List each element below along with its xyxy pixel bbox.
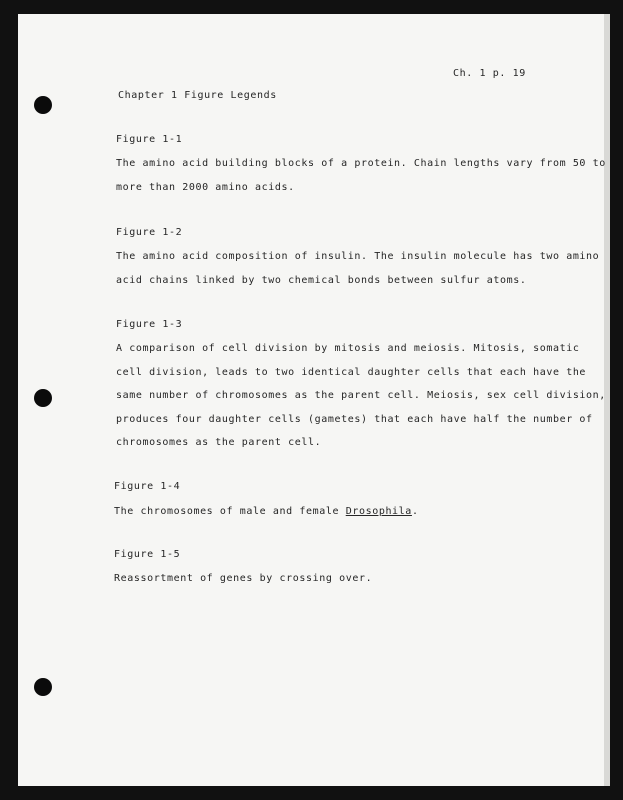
legend-line: The amino acid composition of insulin. The insulin molecule has two amino (116, 251, 600, 262)
legend-line: same number of chromosomes as the parent cell. Meiosis, sex cell division, (116, 390, 606, 401)
legend-text: The chromosomes of male and female (114, 506, 346, 517)
legend-line: A comparison of cell division by mitosis and meiosis. Mitosis, somatic (116, 343, 580, 354)
legend-text: . (411, 506, 419, 517)
figure-label: Figure 1-2 (116, 227, 183, 238)
punch-hole-middle (34, 389, 52, 407)
figure-label: Figure 1-5 (114, 549, 181, 560)
page-title: Chapter 1 Figure Legends (118, 90, 277, 101)
figure-label: Figure 1-3 (116, 319, 183, 330)
legend-line: acid chains linked by two chemical bonds between sulfur atoms. (116, 275, 527, 286)
legend-line: more than 2000 amino acids. (116, 182, 295, 193)
figure-label: Figure 1-4 (114, 481, 181, 492)
punch-hole-bottom (34, 678, 52, 696)
punch-hole-top (34, 96, 52, 114)
figure-label: Figure 1-1 (116, 134, 183, 145)
legend-line: produces four daughter cells (gametes) that each have half the number of (116, 414, 593, 425)
legend-line: The amino acid building blocks of a protein. Chain lengths vary from 50 to (116, 158, 606, 169)
legend-line: Reassortment of genes by crossing over. (114, 573, 373, 584)
italic-genus-name: Drosophila (345, 506, 412, 517)
page-header: Ch. 1 p. 19 (453, 68, 526, 79)
legend-line: chromosomes as the parent cell. (116, 437, 322, 448)
legend-line: cell division, leads to two identical daughter cells that each have the (116, 367, 587, 378)
legend-line (114, 506, 419, 517)
